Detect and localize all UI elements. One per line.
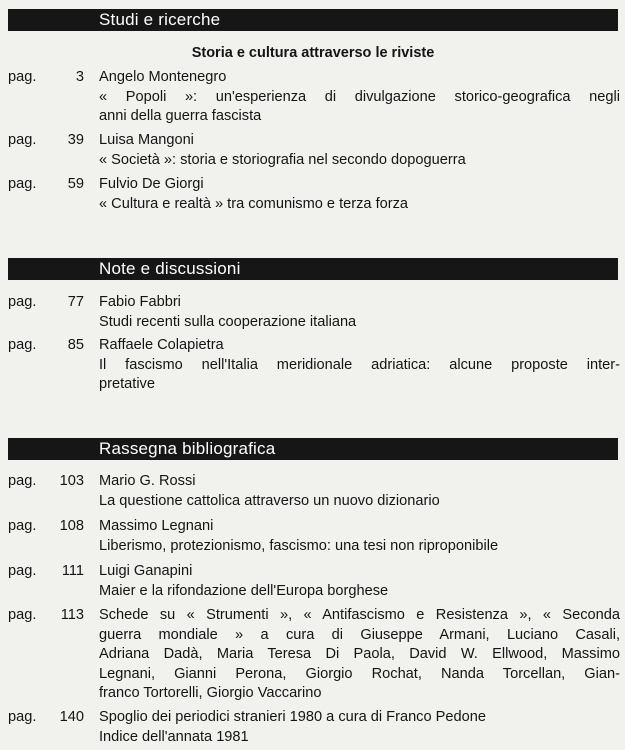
toc-entry[interactable] bbox=[8, 606, 620, 704]
entry-title-line: « Società »: storia e storiografia nel secondo dopoguerra bbox=[99, 151, 466, 168]
entry-title-line: Maier e la rifondazione dell'Europa borghese bbox=[99, 582, 389, 599]
page-prefix: pag. bbox=[8, 518, 37, 534]
entry-title-line: guerra mondiale » a cura di Giuseppe Armani, Luciano Casali, bbox=[99, 626, 620, 643]
entry-title-line: « Popoli »: un'esperienza di divulgazione storico-geografica negli bbox=[99, 88, 620, 105]
page-number: 59 bbox=[67, 176, 84, 192]
page-number: 85 bbox=[67, 337, 84, 353]
page-number: 140 bbox=[59, 709, 84, 725]
section-header-rassegna-bibliografica: Rassegna bibliografica bbox=[8, 438, 618, 460]
entry-title-line: Liberismo, protezionismo, fascismo: una tesi non riproponibile bbox=[99, 537, 499, 554]
entry-title-line: anni della guerra fascista bbox=[99, 108, 262, 124]
page-prefix: pag. bbox=[8, 69, 37, 85]
entry-author: Fulvio De Giorgi bbox=[99, 176, 204, 192]
toc-entry[interactable] bbox=[8, 472, 620, 511]
entry-author: Mario G. Rossi bbox=[99, 473, 196, 489]
entry-title-line: Spoglio dei periodici stranieri 1980 a cura di Franco Pedone bbox=[99, 709, 486, 725]
toc-entry[interactable] bbox=[8, 68, 620, 127]
page-prefix: pag. bbox=[8, 176, 37, 192]
entry-title-line: Legnani, Gianni Perona, Giorgio Rochat, Nanda Torcellan, Gian- bbox=[99, 665, 620, 682]
page-number: 39 bbox=[67, 132, 84, 148]
page-number: 108 bbox=[59, 518, 84, 534]
toc-entry[interactable] bbox=[8, 131, 620, 170]
page-prefix: pag. bbox=[8, 607, 37, 623]
page-prefix: pag. bbox=[8, 563, 37, 579]
page-number: 77 bbox=[67, 294, 84, 310]
toc-entry[interactable] bbox=[8, 708, 620, 747]
toc-entry[interactable] bbox=[8, 293, 620, 332]
toc-entry[interactable] bbox=[8, 175, 620, 214]
entry-author: Luisa Mangoni bbox=[99, 132, 194, 148]
page-number: 3 bbox=[75, 69, 84, 85]
subsection-title: Storia e cultura attraverso le riviste bbox=[191, 45, 435, 61]
page-prefix: pag. bbox=[8, 132, 37, 148]
entry-title-line: Indice dell'annata 1981 bbox=[99, 728, 249, 745]
toc-entry[interactable] bbox=[8, 336, 620, 395]
toc-entry[interactable] bbox=[8, 562, 620, 601]
section-header-studi-e-ricerche: Studi e ricerche bbox=[8, 9, 618, 31]
entry-author: Massimo Legnani bbox=[99, 518, 214, 534]
page-number: 111 bbox=[61, 563, 84, 579]
entry-title-line: franco Tortorelli, Giorgio Vaccarino bbox=[99, 685, 322, 701]
entry-author: Fabio Fabbri bbox=[99, 294, 181, 310]
entry-title-line: Studi recenti sulla cooperazione italiana bbox=[99, 313, 357, 330]
toc-entry[interactable] bbox=[8, 517, 620, 556]
entry-author: Raffaele Colapietra bbox=[99, 337, 224, 353]
entry-title-line: pretative bbox=[99, 376, 155, 392]
page-prefix: pag. bbox=[8, 294, 37, 310]
page-prefix: pag. bbox=[8, 473, 37, 489]
entry-title-line: « Cultura e realtà » tra comunismo e terza forza bbox=[99, 195, 409, 212]
entry-title-line: Schede su « Strumenti », « Antifascismo e Resistenza », « Seconda bbox=[99, 607, 620, 623]
page-number: 113 bbox=[60, 607, 84, 623]
entry-title-line: Il fascismo nell'Italia meridionale adriatica: alcune proposte inter- bbox=[99, 356, 620, 373]
page-number: 103 bbox=[59, 473, 84, 489]
entry-title-line: La questione cattolica attraverso un nuovo dizionario bbox=[99, 492, 440, 509]
entry-author: Luigi Ganapini bbox=[99, 563, 193, 579]
page-prefix: pag. bbox=[8, 337, 37, 353]
page-prefix: pag. bbox=[8, 709, 37, 725]
section-header-note-e-discussioni: Note e discussioni bbox=[8, 258, 618, 280]
entry-author: Angelo Montenegro bbox=[99, 69, 227, 85]
entry-title-line: Adriana Dadà, Maria Teresa Di Paola, David W. Ellwood, Massimo bbox=[99, 646, 620, 662]
